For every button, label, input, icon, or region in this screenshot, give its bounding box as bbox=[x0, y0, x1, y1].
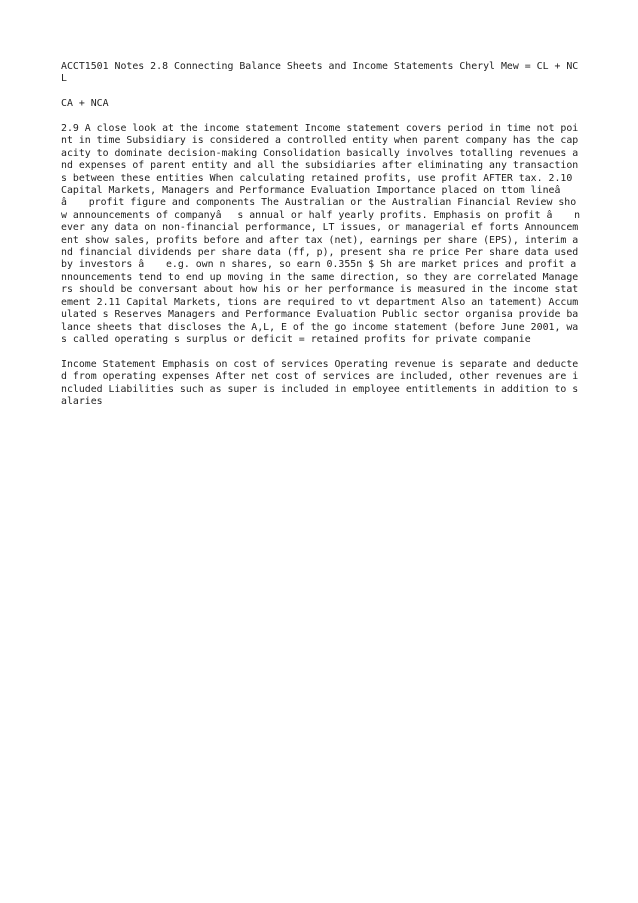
paragraph-cost-of-services: Income Statement Emphasis on cost of services Operating revenue is separate and deducted from operating expenses After net cost of services are included, other revenues are included Liabilities such as super is included in employee entitlements in addition to salaries bbox=[61, 358, 579, 407]
paragraph-title: ACCT1501 Notes 2.8 Connecting Balance Sheets and Income Statements Cheryl Mew = CL + NCL bbox=[61, 61, 579, 85]
paragraph-income-statement: 2.9 A close look at the income statement Income statement covers period in time not point in time Subsidiary is considered a controlled entity when parent company has the capacity to dominate decision-making Consolidation basically involves totalling revenues and expenses of parent entity and all the subsidiaries after eliminating any transactions between these entities When calculating retained profits, use profit AFTER tax. 2.10 Capital Markets, Managers and Performance Evaluation Importance placed on ttom lineâ â profit figure and components The Australian or the Australian Financial Review show announcements of companyâs annual or half yearly profits. Emphasis on profit â never any data on non-financial performance, LT issues, or managerial ef forts Announcement show sales, profits before and after tax (net), earnings per share (EPS), interim and financial dividends per share data (ff, p), present sha re price Per share data used by investors â e.g. own n shares, so earn 0.355n $ Sh are market prices and profit announcements tend to end up moving in the same direction, so they are correlated Managers should be conversant about how his or her performance is measured in the income statement 2.11 Capital Markets, tions are required to vt department Also an tatement) Accumulated s Reserves Managers and Performance Evaluation Public sector organisa provide balance sheets that discloses the A,L, E of the go income statement (before June 2001, was called operating s surplus or deficit = retained profits for private companie bbox=[61, 123, 585, 345]
document-body bbox=[61, 61, 585, 421]
paragraph-ca-nca: CA + NCA bbox=[61, 98, 109, 110]
